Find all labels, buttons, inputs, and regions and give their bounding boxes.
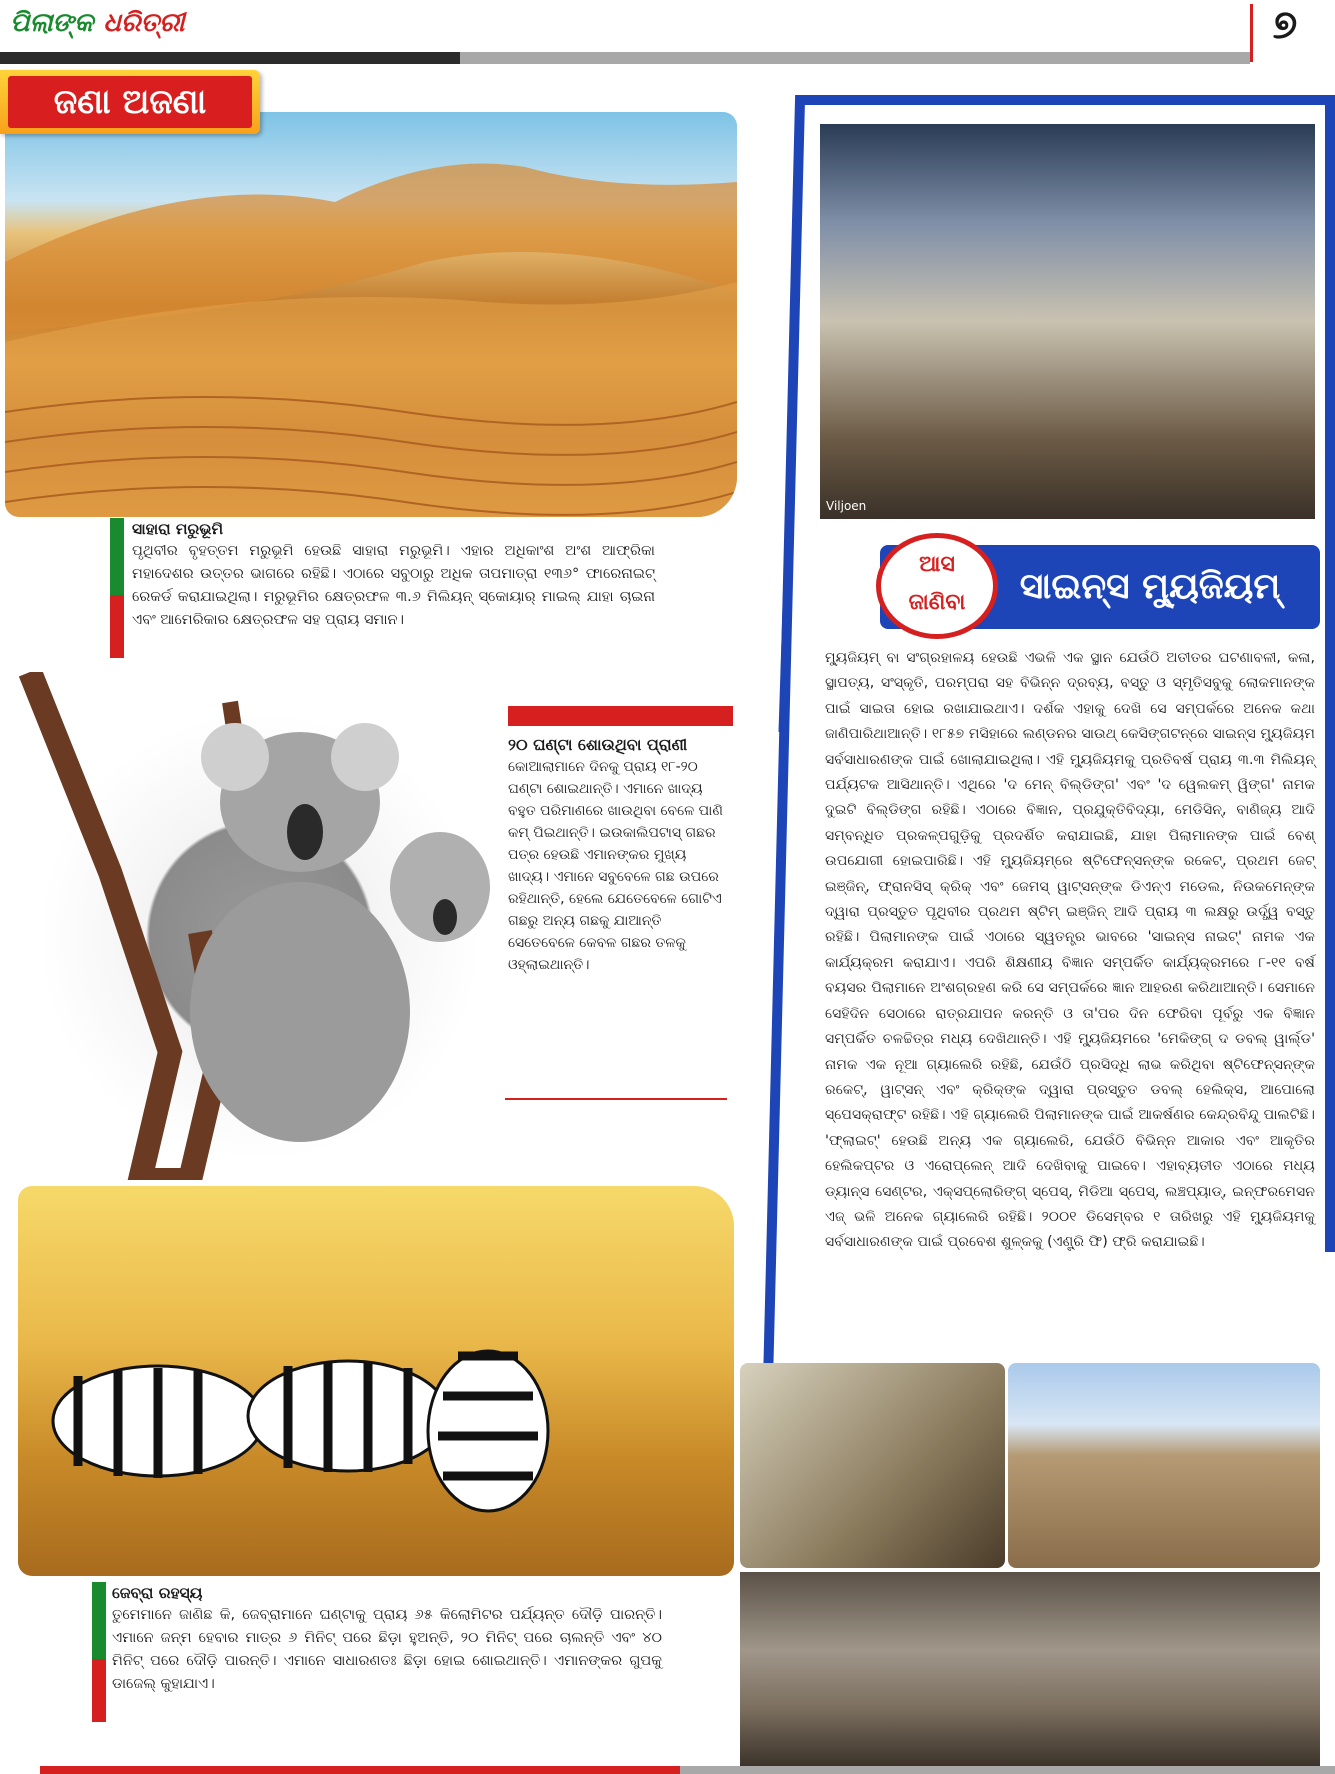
bottom-rule-red xyxy=(40,1766,680,1774)
badge-line1: ଆସ xyxy=(919,552,955,577)
section-title-banner xyxy=(0,70,260,134)
masthead xyxy=(10,4,195,42)
dune-lines xyxy=(5,112,737,517)
photo-credit: Viljoen xyxy=(826,499,867,513)
koala-bottom-rule xyxy=(505,1098,727,1100)
section-title: ଜଣା ଅଜଣା xyxy=(8,76,252,128)
top-rule-dark xyxy=(0,52,460,64)
badge-line2: ଜାଣିବା xyxy=(908,590,966,615)
page-number: ୭ xyxy=(1272,2,1298,48)
sahara-heading: ସାହାରା ମରୁଭୂମି xyxy=(132,520,224,538)
koala-article xyxy=(508,700,726,1120)
sahara-body: ପୃଥିବୀର ବୃହତ୍ତମ ମରୁଭୂମି ହେଉଛି ସାହାରା ମରୁଭୂମି। ଏହାର ଅଧିକାଂଶ ଅଂଶ ଆଫ୍ରିକା ମହାଦେଶର ଉତ୍ତର ଭାଗରେ ରହିଛି। ଏଠାରେ ସବୁଠାରୁ ଅଧିକ ତାପମାତ୍ରା ୧୩୬° ଫାରେନାଇଟ୍ ରେକର୍ଡ କରାଯାଇଥିଲା। ମରୁଭୂମିର କ୍ଷେତ୍ରଫଳ ୩.୬ ମିଲିୟନ୍ ସ୍କୋୟାର୍ ମାଇଲ୍ ଯାହା ଚାଇନା ଏବଂ ଆମେରିକାର କ୍ଷେତ୍ରଫଳ ସହ ପ୍ରାୟ ସମାନ। xyxy=(132,543,655,628)
bottom-rule-gray xyxy=(680,1766,1335,1774)
top-rule-gray xyxy=(460,52,1250,64)
koala-body: କୋଆଲାମାନେ ଦିନକୁ ପ୍ରାୟ ୧୮-୨୦ ଘଣ୍ଟା ଶୋଇଥାନ୍ତି। ଏମାନେ ଖାଦ୍ୟ ବହୁତ ପରିମାଣରେ ଖାଉଥିବା ବେଳେ ପାଣି କମ୍ ପିଇଥାନ୍ତି। ଇଉକାଲିପଟାସ୍ ଗଛର ପତ୍ର ହେଉଛି ଏମାନଙ୍କର ମୁଖ୍ୟ ଖାଦ୍ୟ। ଏମାନେ ସବୁବେଳେ ଗଛ ଉପରେ ରହିଥାନ୍ତି, ହେଲେ ଯେତେବେଳେ ଗୋଟିଏ ଗଛରୁ ଅନ୍ୟ ଗଛକୁ ଯାଆନ୍ତି ସେତେବେଳେ କେବଳ ଗଛର ତଳକୁ ଓହ୍ଲାଇଥାନ୍ତି। xyxy=(508,759,723,973)
zebra-body: ତୁମେମାନେ ଜାଣିଛ କି, ଜେବ୍ରାମାନେ ଘଣ୍ଟାକୁ ପ୍ରାୟ ୬୫ କିଲୋମିଟର ପର୍ଯ୍ୟନ୍ତ ଦୌଡ଼ି ପାରନ୍ତି। ଏମାନେ ଜନ୍ମ ହେବାର ମାତ୍ର ୬ ମିନିଟ୍ ପରେ ଛିଡ଼ା ହୁଅନ୍ତି, ୨୦ ମିନିଟ୍ ପରେ ଚାଲନ୍ତି ଏବଂ ୪୦ ମିନିଟ୍ ପରେ ଦୌଡ଼ି ପାରନ୍ତି। ଏମାନେ ସାଧାରଣତଃ ଛିଡ଼ା ହୋଇ ଶୋଇଥାନ୍ତି। ଏମାନଙ୍କର ଗୁପକୁ ଡାଜେଲ୍ କୁହାଯାଏ। xyxy=(112,1607,662,1692)
museum-building-photo xyxy=(1008,1363,1320,1568)
sahara-article xyxy=(110,518,655,658)
article-color-bar xyxy=(92,1582,106,1722)
koala-photo xyxy=(0,672,500,1180)
steam-engine-photo xyxy=(740,1363,1005,1568)
zebra-article xyxy=(92,1582,662,1722)
sahara-desert-photo xyxy=(5,112,737,517)
museum-body: ମ୍ୟୁଜିୟମ୍ ବା ସଂଗ୍ରହାଳୟ ହେଉଛି ଏଭଳି ଏକ ସ୍ଥାନ ଯେଉଁଠି ଅତୀତର ଘଟଣାବଳୀ, କଳା, ସ୍ଥାପତ୍ୟ, ସଂସ୍କୃତି, ପରମ୍ପରା ସହ ବିଭିନ୍ନ ଦ୍ରବ୍ୟ, ବସ୍ତୁ ଓ ସ୍ମୃତିସବୁକୁ ଲୋକମାନଙ୍କ ପାଇଁ ସାଇତା ହୋଇ ରଖାଯାଇଥାଏ। ଦର୍ଶକ ଏହାକୁ ଦେଖି ସେ ସମ୍ପର୍କରେ ଅନେକ କଥା ଜାଣିପାରିଥାଆନ୍ତି। ୧୮୫୭ ମସିହାରେ ଲଣ୍ଡନର ସାଉଥ୍ କେସିଙ୍ଗଟନ୍‌ରେ ସାଇନ୍ସ ମ୍ୟୁଜିୟମ ସର୍ବସାଧାରଣଙ୍କ ପାଇଁ ଖୋଲାଯାଇଥିଲା। ଏହି ମ୍ୟୁଜିୟମକୁ ପ୍ରତିବର୍ଷ ପ୍ରାୟ ୩.୩ ମିଲିୟନ୍ ପର୍ଯ୍ୟଟକ ଆସିଥାନ୍ତି। ଏଥିରେ 'ଦ ମେନ୍ ବିଲ୍ଡିଙ୍ଗ' ଏବଂ 'ଦ ୱେଲକମ୍ ୱିଙ୍ଗ' ନାମକ ଦୁଇଟି ବିଲ୍ଡିଙ୍ଗ ରହିଛି। ଏଠାରେ ବିଜ୍ଞାନ, ପ୍ରଯୁକ୍ତିବିଦ୍ୟା, ମେଡିସିନ୍, ବାଣିଜ୍ୟ ଆଦି ସମ୍ବନ୍ଧିତ ପ୍ରକଳ୍ପଗୁଡ଼ିକୁ ପ୍ରଦର୍ଶିତ କରାଯାଇଛି, ଯାହା ପିଲାମାନଙ୍କ ପାଇଁ ବେଶ୍ ଉପଯୋଗୀ ହୋଇପାରିଛି। ଏହି ମ୍ୟୁଜିୟମ୍‌ରେ ଷ୍ଟିଫେନ୍‌ସନ୍‌ଙ୍କ ରକେଟ୍, ପ୍ରଥମ ଜେଟ୍ ଇଞ୍ଜିନ୍, ଫ୍ରାନସିସ୍ କ୍ରିକ୍ ଏବଂ ଜେମସ୍ ୱାଟ୍‌ସନ୍‌ଙ୍କ ଡିଏନ୍‌ଏ ମଡେଲ, ନିଉକମେନ୍‌ଙ୍କ ଦ୍ୱାରା ପ୍ରସ୍ତୁତ ପୃଥିବୀର ପ୍ରଥମ ଷ୍ଟିମ୍ ଇଞ୍ଜିନ୍ ଆଦି ପ୍ରାୟ ୩ ଲକ୍ଷରୁ ଉର୍ଦ୍ଧ୍ୱ ବସ୍ତୁ ରହିଛି। ପିଲାମାନଙ୍କ ପାଇଁ ଏଠାରେ ସ୍ୱତନ୍ତ୍ର ଭାବରେ 'ସାଇନ୍ସ ନାଇଟ୍' ନାମକ ଏକ କାର୍ଯ୍ୟକ୍ରମ କରାଯାଏ। ଏପରି ଶିକ୍ଷଣୀୟ ବିଜ୍ଞାନ ସମ୍ପର୍କିତ କାର୍ଯ୍ୟକ୍ରମରେ ୮-୧୧ ବର୍ଷ ବୟସର ପିଲାମାନେ ଅଂଶଗ୍ରହଣ କରି ସେ ସମ୍ପର୍କରେ ଜ୍ଞାନ ଆହରଣ କରିଥାଆନ୍ତି। ସେମାନେ ସେହିଦିନ ସେଠାରେ ରାତ୍ରଯାପନ କରନ୍ତି ଓ ତା'ପର ଦିନ ଫେରିବା ପୂର୍ବରୁ ଏକ ବିଜ୍ଞାନ ସମ୍ପର୍କିତ ଚଳଚ୍ଚିତ୍ର ମଧ୍ୟ ଦେଖିଥାନ୍ତି। ଏହି ମ୍ୟୁଜିୟମରେ 'ମେକିଙ୍ଗ୍ ଦ ଡବଲ୍ ୱାର୍ଲ୍ଡ' ନାମକ ଏକ ନୂଆ ଗ୍ୟାଲେରି ରହିଛି, ଯେଉଁଠି ପ୍ରସିଦ୍ଧି ଲାଭ କରିଥିବା ଷ୍ଟିଫେନ୍‌ସନ୍‌ଙ୍କ ରକେଟ୍, ୱାଟ୍‌ସନ୍ ଏବଂ କ୍ରିକ୍‌ଙ୍କ ଦ୍ୱାରା ପ୍ରସ୍ତୁତ ଡବଲ୍ ହେଲିକ୍ସ, ଆପୋଲୋ ସ୍ପେସକ୍ରାଫ୍ଟ ରହିଛି। ଏହି ଗ୍ୟାଲେରି ପିଲାମାନଙ୍କ ପାଇଁ ଆକର୍ଷଣର କେନ୍ଦ୍ରବିନ୍ଦୁ ପାଲଟିଛି। 'ଫ୍ଲାଇଟ୍' ହେଉଛି ଅନ୍ୟ ଏକ ଗ୍ୟାଲେରି, ଯେଉଁଠି ବିଭିନ୍ନ ଆକାର ଏବଂ ଆକୃତିର ହେଲିକପ୍ଟର ଓ ଏରୋପ୍ଲେନ୍ ଆଦି ଦେଖିବାକୁ ପାଇବେ। ଏହାବ୍ୟତୀତ ଏଠାରେ ମଧ୍ୟ ଡ୍ୟାନ୍ସ ସେଣ୍ଟର, ଏକ୍ସପ୍ଲୋରିଙ୍ଗ୍ ସ୍ପେସ୍, ମିଡିଆ ସ୍ପେସ୍, ଲଞ୍ଚପ୍ୟାଡ୍, ଇନ୍‌ଫରମେସନ ଏଜ୍ ଭଳି ଅନେକ ଗ୍ୟାଲେରି ରହିଛି। ୨୦୦୧ ଡିସେମ୍ବର ୧ ତାରିଖରୁ ଏହି ମ୍ୟୁଜିୟମକୁ ସର୍ବସାଧାରଣଙ୍କ ପାଇଁ ପ୍ରବେଶ ଶୁଳ୍କକୁ (ଏଣ୍ଟ୍ରି ଫି) ଫ୍ରି କରାଯାଇଛି। xyxy=(825,650,1315,1251)
museum-gallery-photo xyxy=(740,1572,1320,1767)
article-color-bar xyxy=(110,518,124,658)
museum-headline: ସାଇନ୍ସ ମ୍ୟୁଜିୟମ୍ xyxy=(1019,566,1281,607)
masthead-word2: ଧରିତ୍ରୀ xyxy=(103,7,185,38)
zebra-illustration xyxy=(18,1186,734,1576)
zebra-photo xyxy=(18,1186,734,1576)
museum-atrium-photo xyxy=(820,124,1315,519)
badge-circle xyxy=(876,533,998,639)
masthead-word1: ପିଲାଙ୍କ xyxy=(10,7,94,38)
koala-heading: ୨୦ ଘଣ୍ଟା ଶୋଉଥିବା ପ୍ରାଣୀ xyxy=(508,735,688,754)
zebra-heading: ଜେବ୍ରା ରହସ୍ୟ xyxy=(112,1584,203,1602)
koala-illustration xyxy=(0,672,500,1180)
